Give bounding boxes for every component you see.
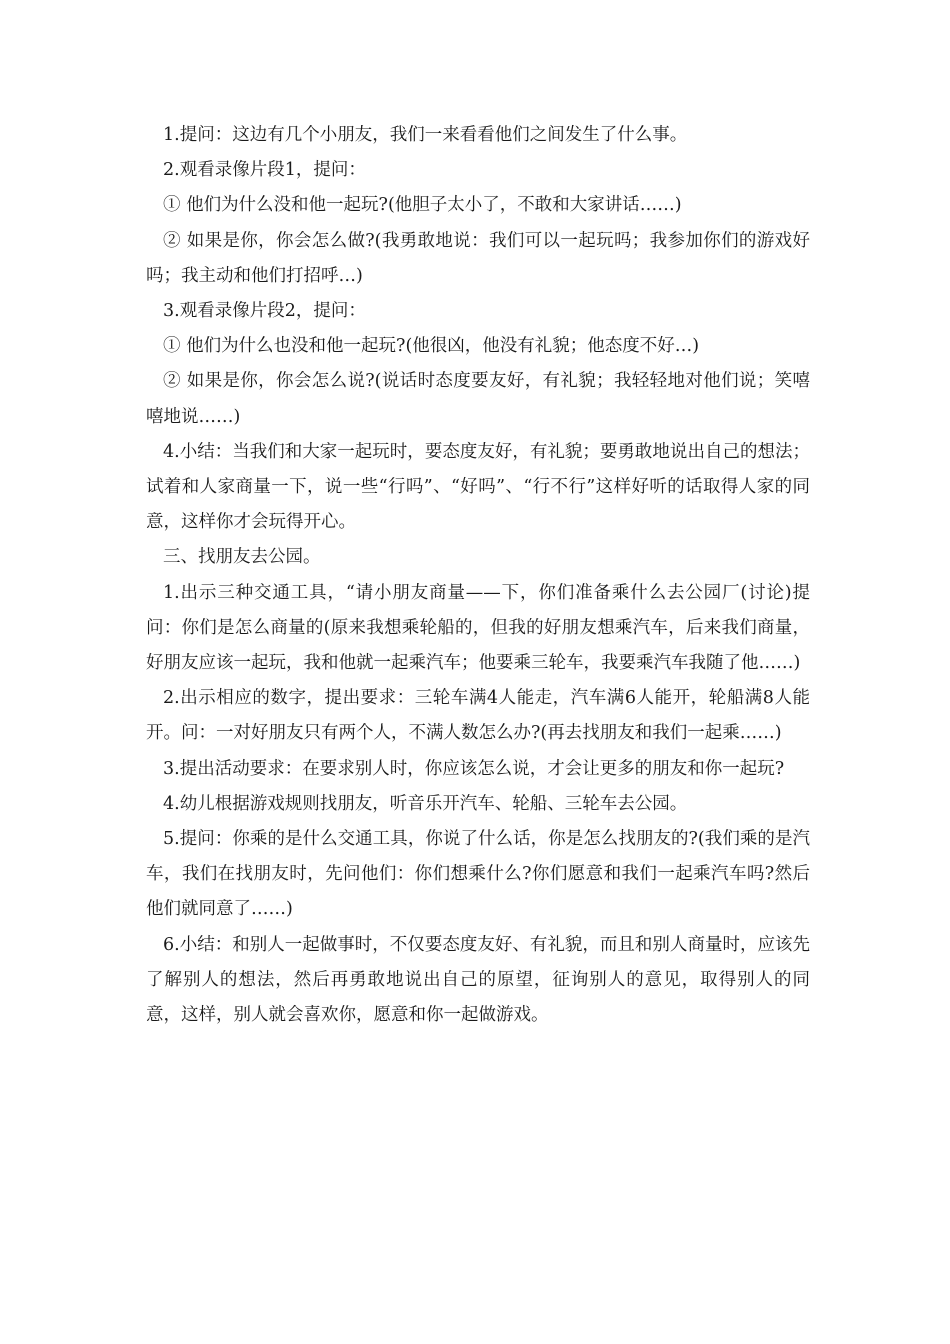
paragraph-13: 4.幼儿根据游戏规则找朋友，听音乐开汽车、轮船、三轮车去公园。: [163, 793, 688, 814]
paragraph-12: 3.提出活动要求：在要求别人时，你应该怎么说，才会让更多的朋友和你一起玩?: [163, 758, 785, 779]
paragraph-8: 4.小结：当我们和大家一起玩时，要态度友好，有礼貌；要勇敢地说出自己的想法；试着和人家商量一下，说一些“行吗”、“好吗”、“行不行”这样好听的话取得人家的同意，这样你才会玩得开心。: [146, 441, 810, 533]
paragraph-1: 1.提问：这边有几个小朋友，我们一来看看他们之间发生了什么事。: [163, 125, 688, 145]
paragraph-15: 6.小结：和别人一起做事时，不仅要态度友好、有礼貌，而且和别人商量时，应该先了解别人的想法，然后再勇敢地说出自己的原望，征询别人的意见，取得别人的同意，这样，别人就会喜欢你，愿意和你一起做游戏。: [146, 934, 810, 1026]
paragraph-10: 1.出示三种交通工具，“请小朋友商量——下，你们准备乘什么去公园厂(讨论)提问：你们是怎么商量的(原来我想乘轮船的，但我的好朋友想乘汽车，后来我们商量，好朋友应该一起玩，我和他就一起乘汽车；他要乘三轮车，我要乘汽车我随了他……): [146, 582, 810, 674]
section-heading: 三、找朋友去公园。: [163, 547, 321, 568]
paragraph-7: ② 如果是你，你会怎么说?(说话时态度要友好，有礼貌；我轻轻地对他们说；笑嘻嘻地说……): [146, 371, 810, 427]
paragraph-2: 2.观看录像片段1，提问：: [163, 160, 366, 181]
document-body: [146, 118, 810, 1033]
paragraph-3: ① 他们为什么没和他一起玩?(他胆子太小了，不敢和大家讲话……): [163, 195, 682, 216]
paragraph-6: ① 他们为什么也没和他一起玩?(他很凶，他没有礼貌；他态度不好…): [163, 336, 700, 357]
paragraph-4: ② 如果是你，你会怎么做?(我勇敢地说：我们可以一起玩吗；我参加你们的游戏好吗；我主动和他们打招呼…): [146, 230, 810, 286]
paragraph-11: 2.出示相应的数字，提出要求：三轮车满4人能走，汽车满6人能开，轮船满8人能开。问：一对好朋友只有两个人，不满人数怎么办?(再去找朋友和我们一起乘……): [146, 688, 810, 744]
paragraph-14: 5.提问：你乘的是什么交通工具，你说了什么话，你是怎么找朋友的?(我们乘的是汽车，我们在找朋友时，先问他们：你们想乘什么?你们愿意和我们一起乘汽车吗?然后他们就同意了……): [146, 829, 810, 920]
paragraph-5: 3.观看录像片段2，提问：: [163, 301, 366, 322]
